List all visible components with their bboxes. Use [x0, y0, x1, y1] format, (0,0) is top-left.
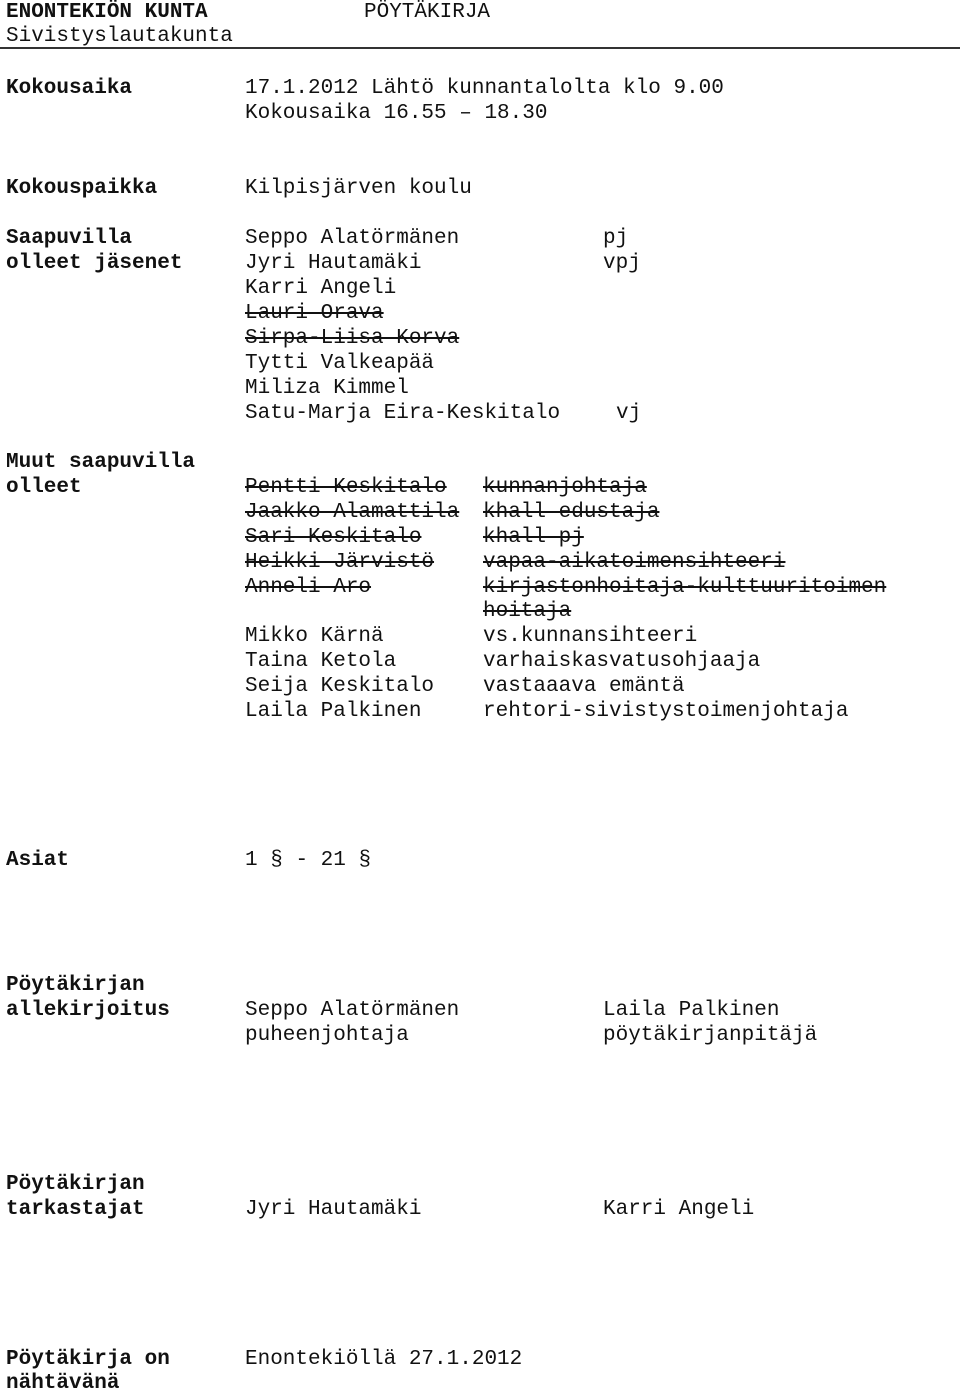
items-range — [245, 848, 371, 873]
items-end: 21 — [320, 849, 346, 872]
inspector-name: Karri Angeli — [603, 1198, 755, 1221]
org-name: ENONTEKIÖN KUNTA — [6, 1, 208, 24]
meeting-time-label: Kokousaika — [6, 77, 133, 100]
member-name: Seppo Alatörmänen — [245, 227, 460, 250]
header-divider — [0, 47, 960, 49]
attendee-name-struck: Jaakko Alamattila — [245, 501, 460, 524]
attendee-name-struck: Pentti Keskitalo — [245, 476, 447, 499]
inspectors-label-line2: tarkastajat — [6, 1198, 145, 1221]
member-name: Satu-Marja Eira-Keskitalo — [245, 402, 561, 425]
attendee-role-struck: kunnanjohtaja — [483, 476, 647, 499]
meeting-place-value: Kilpisjärven koulu — [245, 177, 472, 200]
items-label: Asiat — [6, 849, 70, 872]
attendee-role: vs.kunnansihteeri — [483, 625, 698, 648]
chair-name: Seppo Alatörmänen — [245, 999, 460, 1022]
attendee-name: Taina Ketola — [245, 650, 397, 673]
member-role: pj — [603, 227, 629, 250]
items-start: 1 — [245, 849, 258, 872]
display-value: Enontekiöllä 27.1.2012 — [245, 1348, 523, 1371]
member-name: Tytti Valkeapää — [245, 352, 435, 375]
attendee-role-struck: khall pj — [483, 526, 584, 549]
inspector-name: Jyri Hautamäki — [245, 1198, 422, 1221]
others-label-line1: Muut saapuvilla — [6, 451, 196, 474]
meeting-place-label: Kokouspaikka — [6, 177, 158, 200]
member-role: vpj — [603, 252, 641, 275]
secretary-name: Laila Palkinen — [603, 999, 780, 1022]
display-label-line1: Pöytäkirja on — [6, 1348, 170, 1371]
member-role: vj — [616, 402, 642, 425]
signature-label-line1: Pöytäkirjan — [6, 974, 145, 997]
signature-label-line2: allekirjoitus — [6, 999, 170, 1022]
items-dash: - — [295, 849, 309, 872]
member-name: Miliza Kimmel — [245, 377, 409, 400]
attendee-name: Seija Keskitalo — [245, 675, 435, 698]
meeting-time-line1: 17.1.2012 Lähtö kunnantalolta klo 9.00 — [245, 77, 724, 100]
attendee-role: vastaaava emäntä — [483, 675, 685, 698]
attendee-name: Laila Palkinen — [245, 700, 422, 723]
member-name-struck: Sirpa-Liisa Korva — [245, 327, 460, 350]
member-name: Karri Angeli — [245, 277, 397, 300]
attendee-role-struck: kirjastonhoitaja-kulttuuritoimen — [483, 576, 887, 599]
secretary-title: pöytäkirjanpitäjä — [603, 1024, 818, 1047]
display-label-line2: nähtävänä — [6, 1372, 120, 1395]
member-name-struck: Lauri Orava — [245, 302, 384, 325]
attendee-role-struck: khall edustaja — [483, 501, 660, 524]
members-label-line1: Saapuvilla — [6, 227, 133, 250]
chair-title: puheenjohtaja — [245, 1024, 409, 1047]
attendee-name-struck: Sari Keskitalo — [245, 526, 422, 549]
department-name: Sivistyslautakunta — [6, 25, 233, 48]
attendee-role: rehtori-sivistystoimenjohtaja — [483, 700, 849, 723]
meeting-time-line2: Kokousaika 16.55 – 18.30 — [245, 102, 548, 125]
attendee-name-struck: Anneli Aro — [245, 576, 372, 599]
attendee-role: varhaiskasvatusohjaaja — [483, 650, 761, 673]
members-label-line2: olleet jäsenet — [6, 252, 183, 275]
member-name: Jyri Hautamäki — [245, 252, 422, 275]
doc-type: PÖYTÄKIRJA — [364, 1, 491, 24]
section-symbol: § — [270, 849, 283, 872]
attendee-name-struck: Heikki Järvistö — [245, 551, 435, 574]
attendee-role-struck-cont: hoitaja — [483, 600, 572, 623]
others-label-line2: olleet — [6, 476, 82, 499]
inspectors-label-line1: Pöytäkirjan — [6, 1173, 145, 1196]
attendee-name: Mikko Kärnä — [245, 625, 384, 648]
section-symbol: § — [358, 849, 372, 872]
attendee-role-struck: vapaa-aikatoimensihteeri — [483, 551, 786, 574]
